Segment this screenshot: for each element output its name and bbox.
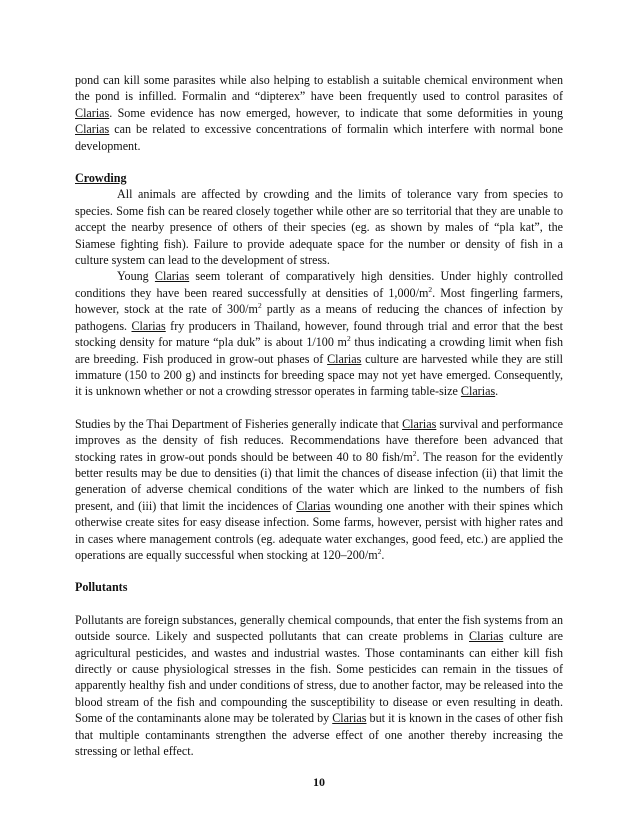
species-name: Clarias [327,351,362,366]
species-name: Clarias [131,318,166,333]
superscript: 2 [412,448,417,458]
heading-crowding: Crowding [75,171,127,186]
paragraph-thai-fisheries-studies: Studies by the Thai Department of Fisheries generally indicate that Clarias survival and performance improves as the density of fish reduces. Recommendations have therefore been advanced that stocking rates in grow-out ponds should be between 40 to 80 fish/$m^2$. The reason for the evidently better results may be due to densities (i) that limit the chances of disease infection (ii) that limit the generation of adverse chemical conditions of the water which are linked to the numbers of fish present, and (iii) that limit the incidences of Clarias wounding one another with their spines which otherwise create sites for easy disease infection. Some farms, however, persist with higher rates and in cases where management controls (eg. adequate water exchanges, good feed, etc.) are applied the operations are equally successful when stocking at $120-200/m^2$. [75,416,563,562]
species-name: Clarias [402,416,437,431]
species-name: Clarias [332,711,367,726]
superscript: 2 [428,284,433,294]
species-name: Clarias [469,629,504,644]
species-name: Clarias [460,384,496,399]
page-content [75,72,563,759]
heading-pollutants: Pollutants [75,580,128,595]
species-name: Clarias [154,269,190,284]
paragraph-formalin: pond can kill some parasites while also helping to establish a suitable chemical environment when the pond is infilled. Formalin and “dipterex” have been frequently used to control parasites of Clarias. Some evidence has now emerged, however, to indicate that some deformities in young Clarias can be related to excessive concentrations of formalin which interfere with normal bone development. [75,73,563,153]
paragraph-pollutants: Pollutants are foreign substances, generally chemical compounds, that enter the fish systems from an outside source. Likely and suspected pollutants that can create problems in Clarias culture are agricultural pesticides, and wastes and industrial wastes. Those contaminants can either kill fish directly or cause physiological stresses in the fish. Some pesticides can remain in the tissues of apparently healthy fish and under conditions of stress, due to another factor, may be released into the blood stream of the fish and compounding the susceptibility to disease or even resulting in death. Some of the contaminants alone may be tolerated by Clarias but it is known in the cases of other fish that multiple contaminants strengthen the adverse effect of one another thereby increasing the stressing or lethal effect. [75,612,563,759]
superscript: 2 [257,301,262,311]
paragraph-young-clarias-densities: Young Clarias seem tolerant of comparatively high densities. Under highly controlled conditions they have been reared successfully at densities of $1,000/m^2$. Most fingerling farmers, however, stock at the rate of $300/m^2$ partly as a means of reducing the chances of infection by pathogens. Clarias fry producers in Thailand, however, found through trial and error that the best stocking density for mature “pla duk” is about 1/100 $m^2$ thus indicating a crowding limit when fish are breeding. Fish produced in grow-out phases of Clarias culture are harvested while they are still immature (150 to 200 g) and instincts for breeding space may not yet have emerged. Consequently, it is unknown whether or not a crowding stressor operates in farming table-size Clarias. [75,269,563,399]
paragraph-crowding-tolerance: All animals are affected by crowding and the limits of tolerance vary from species to species. Some fish can be reared closely together while other are so territorial that they are unable to accept the nearby presence of others of their species (eg. as shown by males of “pla kat”, the Siamese fighting fish). Failure to provide adequate space for the number or density of fish in a culture system can lead to the development of stress. [75,187,563,268]
species-name: Clarias [296,498,331,513]
superscript: 2 [377,546,382,556]
superscript: 2 [346,334,351,344]
page-number: 10 [313,775,325,789]
species-name: Clarias [75,122,110,137]
species-name: Clarias [75,105,110,120]
